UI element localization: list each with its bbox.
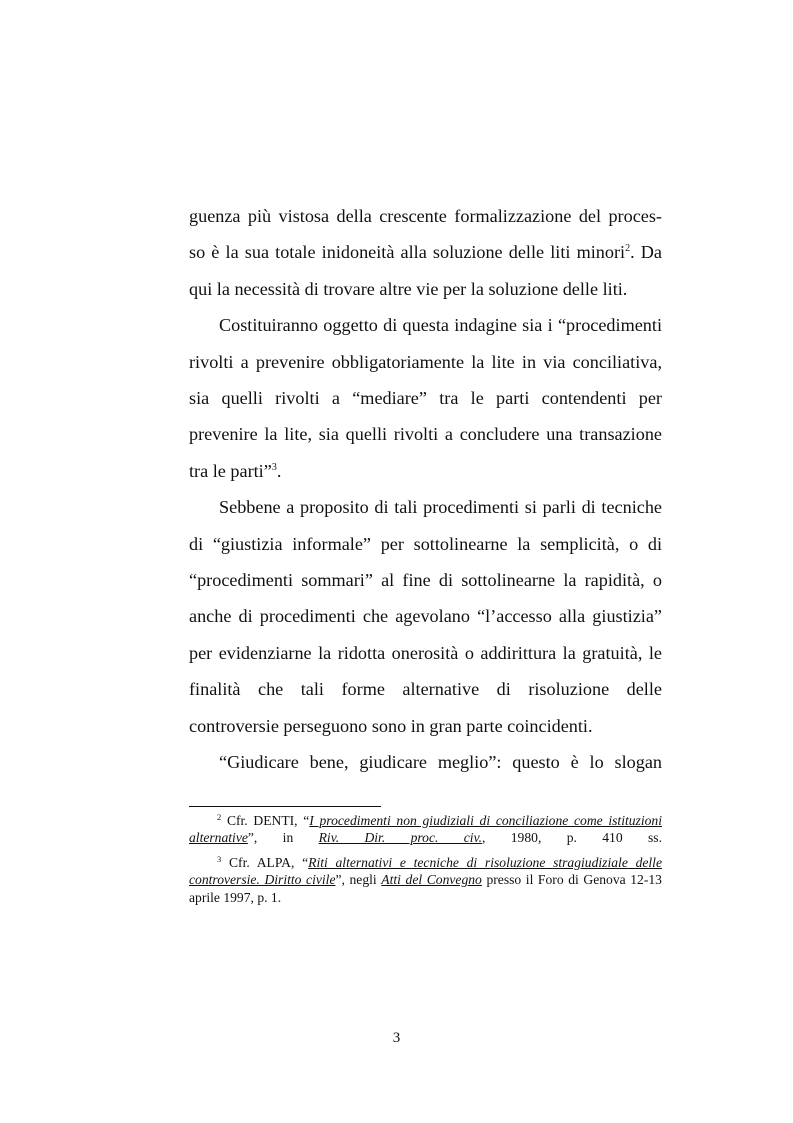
paragraph-1-line-3: qui la necessità di trovare altre vie per la soluzione delle liti. <box>189 278 628 299</box>
footnote-separator <box>189 806 381 807</box>
paragraph-3: Sebbene a proposito di tali procedimenti si parli di tecniche di “giustizia informale” per sottolinearne la semplicità, o di “procedimenti sommari” al fine di sottolinearne la rapidità, o anche di procedimenti che agevolano “l’accesso alla giustizia” per evidenziarne la ridotta onerosità o addirittura la gratuità, le finalità che tali forme alternative di risoluzione delle controversie perseguono sono in gran parte coincidenti. <box>189 497 662 736</box>
paragraph-1-line-1: guenza più vistosa della crescente formalizzazione del proces- <box>189 206 662 226</box>
footnote-ref-2[interactable]: 2 <box>625 243 631 255</box>
footnote-ref-3[interactable]: 3 <box>271 461 277 473</box>
body-text <box>189 198 662 781</box>
footnote-3-source: Atti del Convegno <box>381 872 482 888</box>
paragraph-1-line-2: so è la sua totale inidoneità alla soluzione delle liti minori$^2$. Da <box>189 242 662 263</box>
paragraph-2: Costituiranno oggetto di questa indagine sia i “procedimenti rivolti a prevenire obbligatoriamente la lite in via conciliativa, sia quelli rivolti a “mediare” tra le parti contendenti per prevenire la lite, sia quelli rivolti a concludere una transazione tra le parti”$^3$. <box>189 315 662 481</box>
page-number: 3 <box>392 1030 401 1046</box>
footnote-2: $^2$ Cfr. DENTI, “I procedimenti non giudiziali di conciliazione come istituzioni alternative”, in Riv. Dir. proc. civ., 1980, p. 410 ss. <box>189 812 662 846</box>
paragraph-4: “Giudicare bene, giudicare meglio”: questo è lo slogan <box>219 752 662 773</box>
footnotes <box>189 812 662 913</box>
footnote-2-title: I procedimenti non giudiziali di conciliazione come istituzioni alternative <box>189 813 662 846</box>
footnote-3-title: Riti alternativi e tecniche di risoluzione stragiudiziale delle controversie. Diritto civile <box>189 854 662 888</box>
footnote-3: $^3$ Cfr. ALPA, “Riti alternativi e tecniche di risoluzione stragiudiziale delle controversie. Diritto civile”, negli Atti del Convegno presso il Foro di Genova 12-13 aprile 1997, p. 1. <box>189 853 662 905</box>
footnote-2-source: Riv. Dir. proc. civ. <box>318 830 482 846</box>
